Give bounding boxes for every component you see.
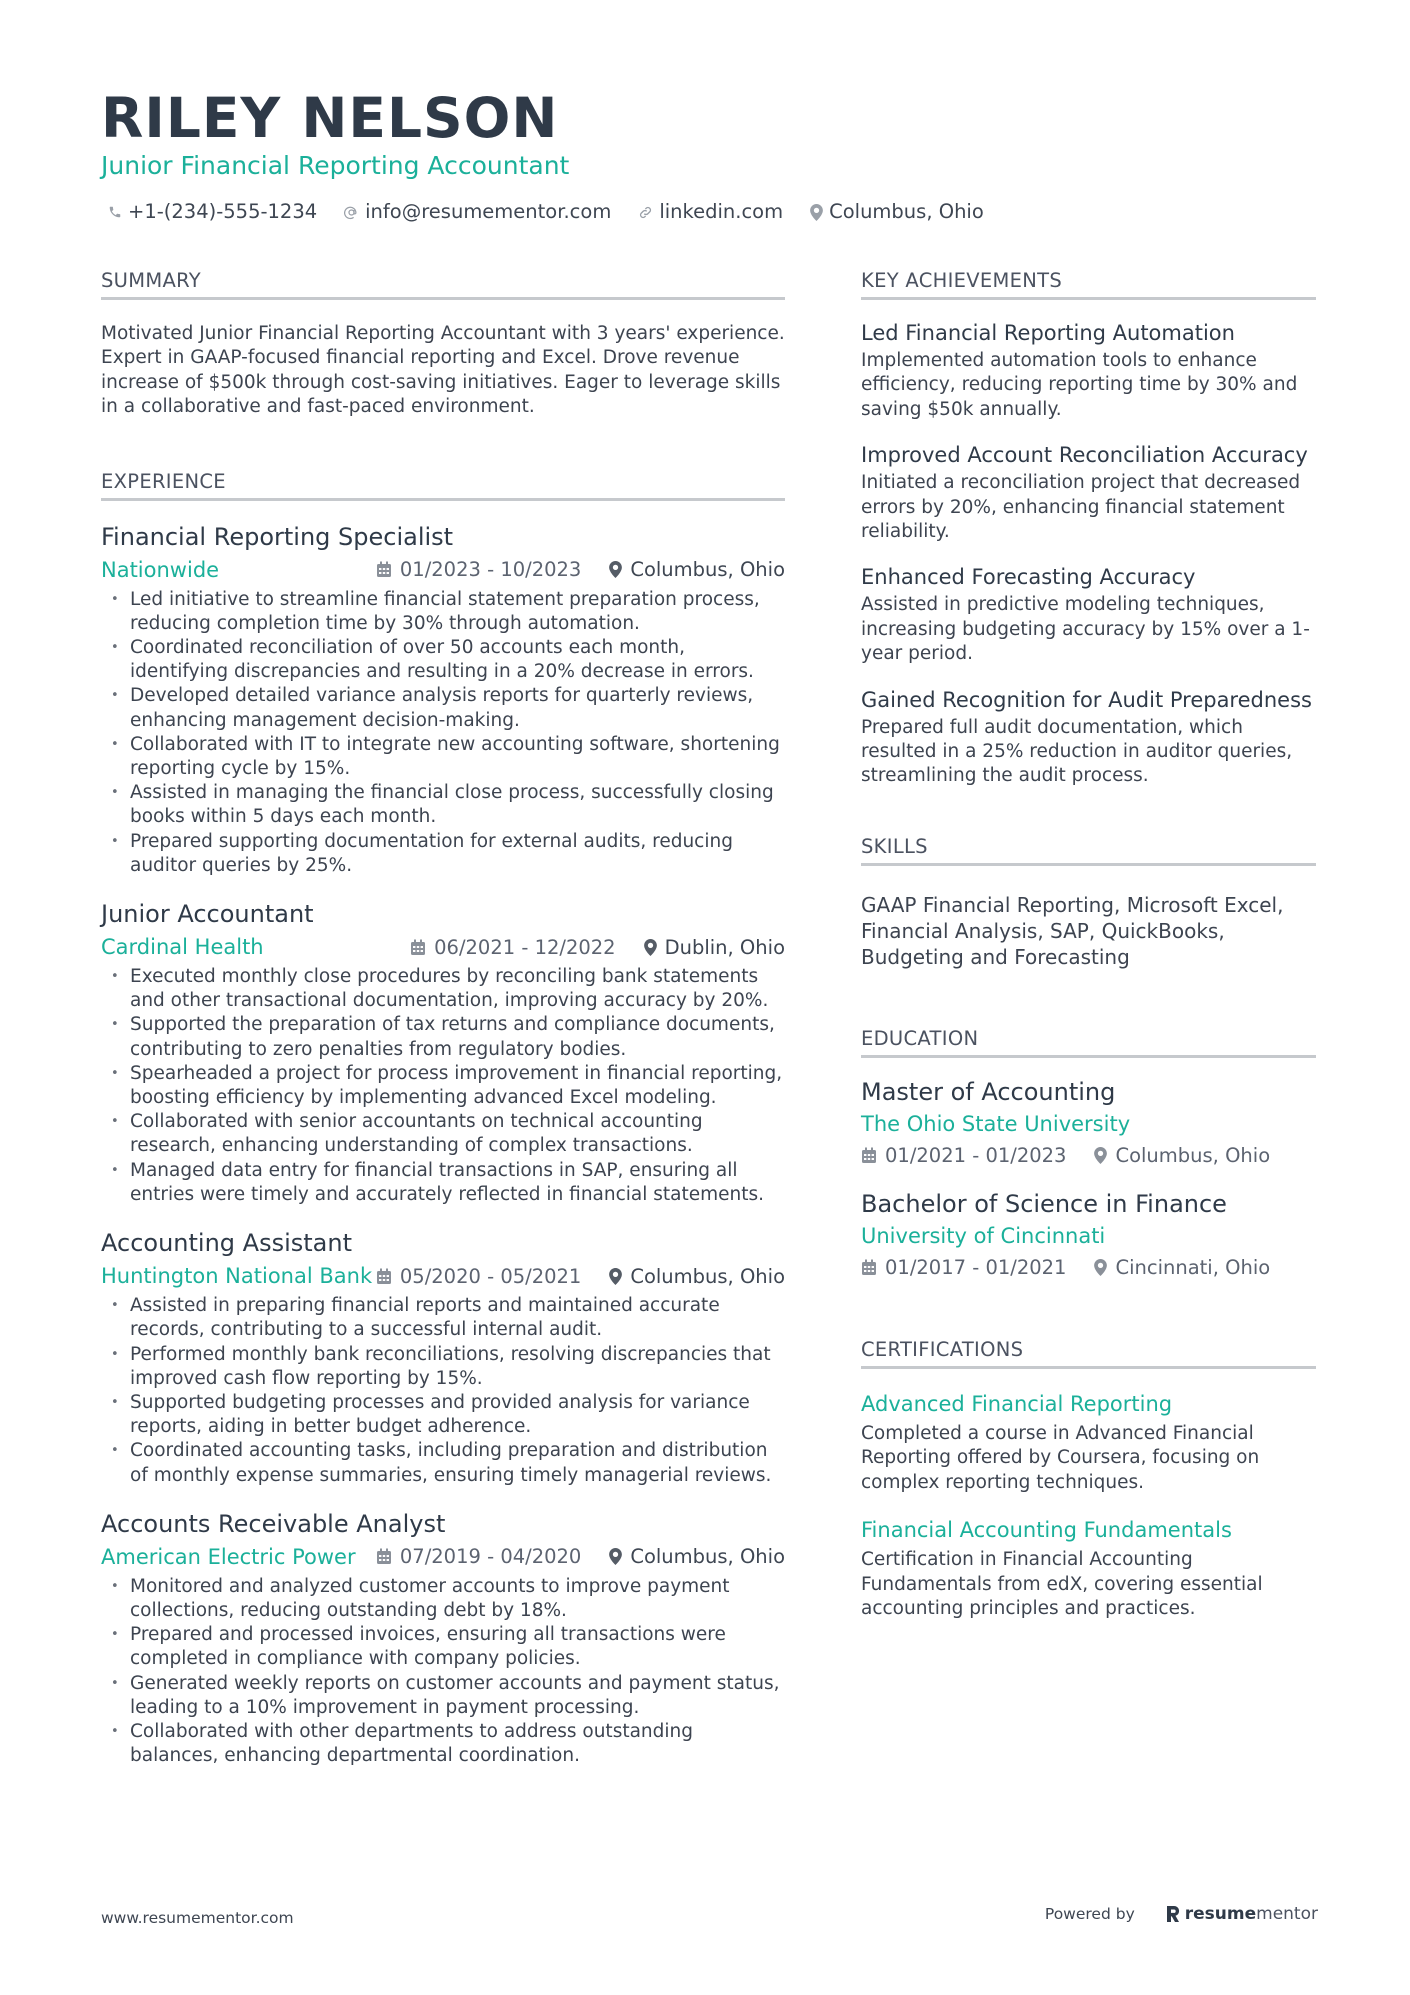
job-bullet: • Managed data entry for financial transactions in SAP, ensuring all entries were timely and accurately reflected in financial statements. xyxy=(101,1159,785,1207)
job-bullet: • Supported budgeting processes and provided analysis for variance reports, aiding in better budget adherence. xyxy=(101,1391,785,1439)
job-bullet: • Prepared supporting documentation for external audits, reducing auditor queries by 25%. xyxy=(101,830,785,878)
location-pin-icon xyxy=(644,939,657,956)
certifications-section xyxy=(861,1337,1316,1621)
right-column xyxy=(861,268,1316,1621)
achievement-item xyxy=(861,562,1316,666)
brand-name-light: mentor xyxy=(1256,1904,1318,1924)
job-bullet: • Collaborated with IT to integrate new accounting software, shortening reporting cycle by 15%. xyxy=(101,733,785,781)
brand-logo[interactable] xyxy=(1165,1904,1318,1924)
job-bullet: • Prepared and processed invoices, ensuring all transactions were completed in compliance with company policies. xyxy=(101,1623,785,1671)
certification-item xyxy=(861,1515,1316,1621)
job-bullet: • Generated weekly reports on customer accounts and payment status, leading to a 10% improvement in payment processing. xyxy=(101,1672,785,1720)
job-bullet: • Spearheaded a project for process improvement in financial reporting, boosting efficiency by implementing advanced Excel modeling. xyxy=(101,1062,785,1110)
footer-branding xyxy=(1045,1904,1318,1924)
job-bullet: • Coordinated reconciliation of over 50 accounts each month, identifying discrepancies and resulting in a 20% decrease in errors. xyxy=(101,636,785,684)
phone-icon xyxy=(108,205,122,219)
job-company: American Electric Power xyxy=(101,1544,356,1569)
certification-desc: Completed a course in Advanced Financial Reporting offered by Coursera, focusing on complex reporting techniques. xyxy=(861,1422,1260,1493)
certifications-heading: CERTIFICATIONS xyxy=(861,1337,1316,1369)
location-pin-icon xyxy=(810,204,823,221)
education-location-text: Columbus, Ohio xyxy=(1115,1143,1271,1167)
contact-location-text: Columbus, Ohio xyxy=(829,200,984,223)
location-pin-icon xyxy=(609,1548,622,1565)
footer-website[interactable]: www.resumementor.com xyxy=(101,1909,294,1927)
certification-desc: Certification in Financial Accounting Fundamentals from edX, covering essential accounting principles and practices. xyxy=(861,1549,1263,1619)
education-location-text: Cincinnati, Ohio xyxy=(1115,1255,1271,1279)
calendar-icon xyxy=(410,939,426,956)
job-location-text: Columbus, Ohio xyxy=(630,1545,785,1569)
skills-heading: SKILLS xyxy=(861,834,1316,866)
job-location xyxy=(644,936,785,959)
job-bullets xyxy=(101,1294,785,1488)
link-icon xyxy=(638,205,653,220)
contact-email-text: info@resumementor.com xyxy=(365,200,612,223)
candidate-name: RILEY NELSON xyxy=(101,86,559,150)
contact-phone xyxy=(108,198,317,226)
achievement-desc: Implemented automation tools to enhance efficiency, reducing reporting time by 30% and saving $50k annually. xyxy=(861,350,1298,420)
location-pin-icon xyxy=(1094,1259,1107,1276)
education-location xyxy=(1094,1142,1270,1170)
education-meta xyxy=(861,1142,1316,1170)
summary-text: Motivated Junior Financial Reporting Accountant with 3 years' experience. Expert in GAAP-focused financial reporting and Excel. Drove revenue increase of $500k through cost-saving initiatives. Eager to leverage skills in a collaborative and fast-paced environment. xyxy=(101,323,785,418)
education-school: University of Cincinnati xyxy=(861,1223,1106,1248)
skills-section xyxy=(861,834,1316,970)
at-icon xyxy=(344,205,359,220)
education-dates xyxy=(861,1142,1066,1170)
job-title: Financial Reporting Specialist xyxy=(101,522,454,551)
education-dates-text: 01/2021 - 01/2023 xyxy=(885,1143,1067,1167)
achievement-title: Enhanced Forecasting Accuracy xyxy=(861,565,1196,590)
job-meta xyxy=(101,1261,785,1291)
contact-bar xyxy=(108,198,1011,226)
powered-by-label: Powered by xyxy=(1044,1905,1135,1923)
summary-section xyxy=(101,268,785,420)
job-dates xyxy=(410,936,615,959)
achievement-title: Improved Account Reconciliation Accuracy xyxy=(861,443,1308,468)
job-bullet: • Developed detailed variance analysis reports for quarterly reviews, enhancing management decision-making. xyxy=(101,684,785,732)
achievement-desc: Assisted in predictive modeling techniques, increasing budgeting accuracy by 15% over a 1-year period. xyxy=(861,594,1310,665)
job-bullets xyxy=(101,965,785,1207)
job-entry xyxy=(101,1227,785,1488)
education-dates xyxy=(861,1254,1066,1282)
job-title: Accounts Receivable Analyst xyxy=(101,1509,446,1538)
skills-list: GAAP Financial Reporting, Microsoft Excel, Financial Analysis, SAP, QuickBooks, Budgeting and Forecasting xyxy=(861,892,1284,969)
achievement-desc: Prepared full audit documentation, which resulted in a 25% reduction in auditor queries, streamlining the audit process. xyxy=(861,716,1293,787)
job-meta xyxy=(101,932,785,962)
education-location xyxy=(1094,1254,1270,1282)
job-entry xyxy=(101,898,785,1207)
job-company: Cardinal Health xyxy=(101,935,264,960)
achievement-desc: Initiated a reconciliation project that decreased errors by 20%, enhancing financial statement reliability. xyxy=(861,472,1301,543)
job-dates xyxy=(376,1265,581,1288)
job-location-text: Columbus, Ohio xyxy=(630,1264,785,1288)
summary-heading: SUMMARY xyxy=(101,268,785,300)
job-bullet: • Supported the preparation of tax returns and compliance documents, contributing to zero penalties from regulatory bodies. xyxy=(101,1013,785,1061)
left-column xyxy=(101,268,785,1768)
achievement-item xyxy=(861,440,1316,544)
job-entry xyxy=(101,521,785,878)
education-dates-text: 01/2017 - 01/2021 xyxy=(885,1255,1067,1279)
calendar-icon xyxy=(376,1548,392,1565)
calendar-icon xyxy=(861,1147,877,1164)
contact-email[interactable] xyxy=(344,198,611,226)
education-section xyxy=(861,1026,1316,1282)
certification-item xyxy=(861,1389,1316,1495)
job-dates xyxy=(376,558,581,581)
job-meta xyxy=(101,1542,785,1572)
contact-linkedin[interactable] xyxy=(638,198,783,226)
job-dates-text: 05/2020 - 05/2021 xyxy=(399,1264,582,1288)
contact-location xyxy=(810,198,984,226)
job-bullet: • Collaborated with other departments to address outstanding balances, enhancing departmental coordination. xyxy=(101,1720,785,1768)
achievements-section xyxy=(861,268,1316,789)
achievement-title: Gained Recognition for Audit Preparedness xyxy=(861,687,1312,712)
job-bullets xyxy=(101,1575,785,1769)
education-item xyxy=(861,1076,1316,1170)
job-bullet: • Coordinated accounting tasks, including preparation and distribution of monthly expense summaries, ensuring timely managerial reviews. xyxy=(101,1439,785,1487)
achievement-item xyxy=(861,685,1316,789)
job-bullet: • Performed monthly bank reconciliations, resolving discrepancies that improved cash flow reporting by 15%. xyxy=(101,1343,785,1391)
job-bullet: • Led initiative to streamline financial statement preparation process, reducing completion time by 30% through automation. xyxy=(101,588,785,636)
job-meta xyxy=(101,555,785,585)
job-dates-text: 06/2021 - 12/2022 xyxy=(434,935,616,959)
achievement-item xyxy=(861,318,1316,422)
certification-title: Financial Accounting Fundamentals xyxy=(861,1518,1232,1543)
job-location xyxy=(609,1545,785,1568)
job-bullet: • Assisted in preparing financial reports and maintained accurate records, contributing to a successful internal audit. xyxy=(101,1294,785,1342)
location-pin-icon xyxy=(609,561,622,578)
experience-heading: EXPERIENCE xyxy=(101,469,785,501)
job-company: Nationwide xyxy=(101,557,220,582)
education-meta xyxy=(861,1254,1316,1282)
contact-linkedin-text: linkedin.com xyxy=(659,200,784,223)
education-item xyxy=(861,1188,1316,1282)
job-location xyxy=(609,558,785,581)
experience-section xyxy=(101,469,785,1769)
calendar-icon xyxy=(861,1259,877,1276)
job-bullets xyxy=(101,588,785,878)
job-company: Huntington National Bank xyxy=(101,1264,373,1289)
certification-title: Advanced Financial Reporting xyxy=(861,1391,1173,1416)
contact-phone-text: +1-(234)-555-1234 xyxy=(128,200,318,223)
calendar-icon xyxy=(376,561,392,578)
job-entry xyxy=(101,1508,785,1769)
calendar-icon xyxy=(376,1268,392,1285)
job-title: Accounting Assistant xyxy=(101,1229,352,1258)
job-location-text: Columbus, Ohio xyxy=(630,558,785,582)
job-bullet: • Assisted in managing the financial close process, successfully closing books within 5 days each month. xyxy=(101,781,785,829)
location-pin-icon xyxy=(1094,1147,1107,1164)
location-pin-icon xyxy=(609,1268,622,1285)
job-bullet: • Collaborated with senior accountants on technical accounting research, enhancing understanding of complex transactions. xyxy=(101,1110,785,1158)
candidate-title: Junior Financial Reporting Accountant xyxy=(101,151,570,180)
job-title: Junior Accountant xyxy=(101,900,314,929)
job-bullet: • Monitored and analyzed customer accounts to improve payment collections, reducing outstanding debt by 18%. xyxy=(101,1575,785,1623)
achievement-title: Led Financial Reporting Automation xyxy=(861,321,1235,345)
job-location-text: Dublin, Ohio xyxy=(664,935,785,959)
education-school: The Ohio State University xyxy=(861,1111,1131,1136)
job-location xyxy=(609,1265,785,1288)
job-dates-text: 07/2019 - 04/2020 xyxy=(399,1545,582,1569)
resumementor-logo-icon xyxy=(1165,1904,1181,1924)
education-degree: Bachelor of Science in Finance xyxy=(861,1189,1227,1218)
job-bullet: • Executed monthly close procedures by reconciling bank statements and other transactional documentation, improving accuracy by 20%. xyxy=(101,965,785,1013)
job-dates-text: 01/2023 - 10/2023 xyxy=(399,558,582,582)
brand-name-bold: resume xyxy=(1184,1904,1257,1924)
job-dates xyxy=(376,1545,581,1568)
achievements-heading: KEY ACHIEVEMENTS xyxy=(861,268,1316,300)
education-heading: EDUCATION xyxy=(861,1026,1316,1058)
education-degree: Master of Accounting xyxy=(861,1077,1116,1106)
